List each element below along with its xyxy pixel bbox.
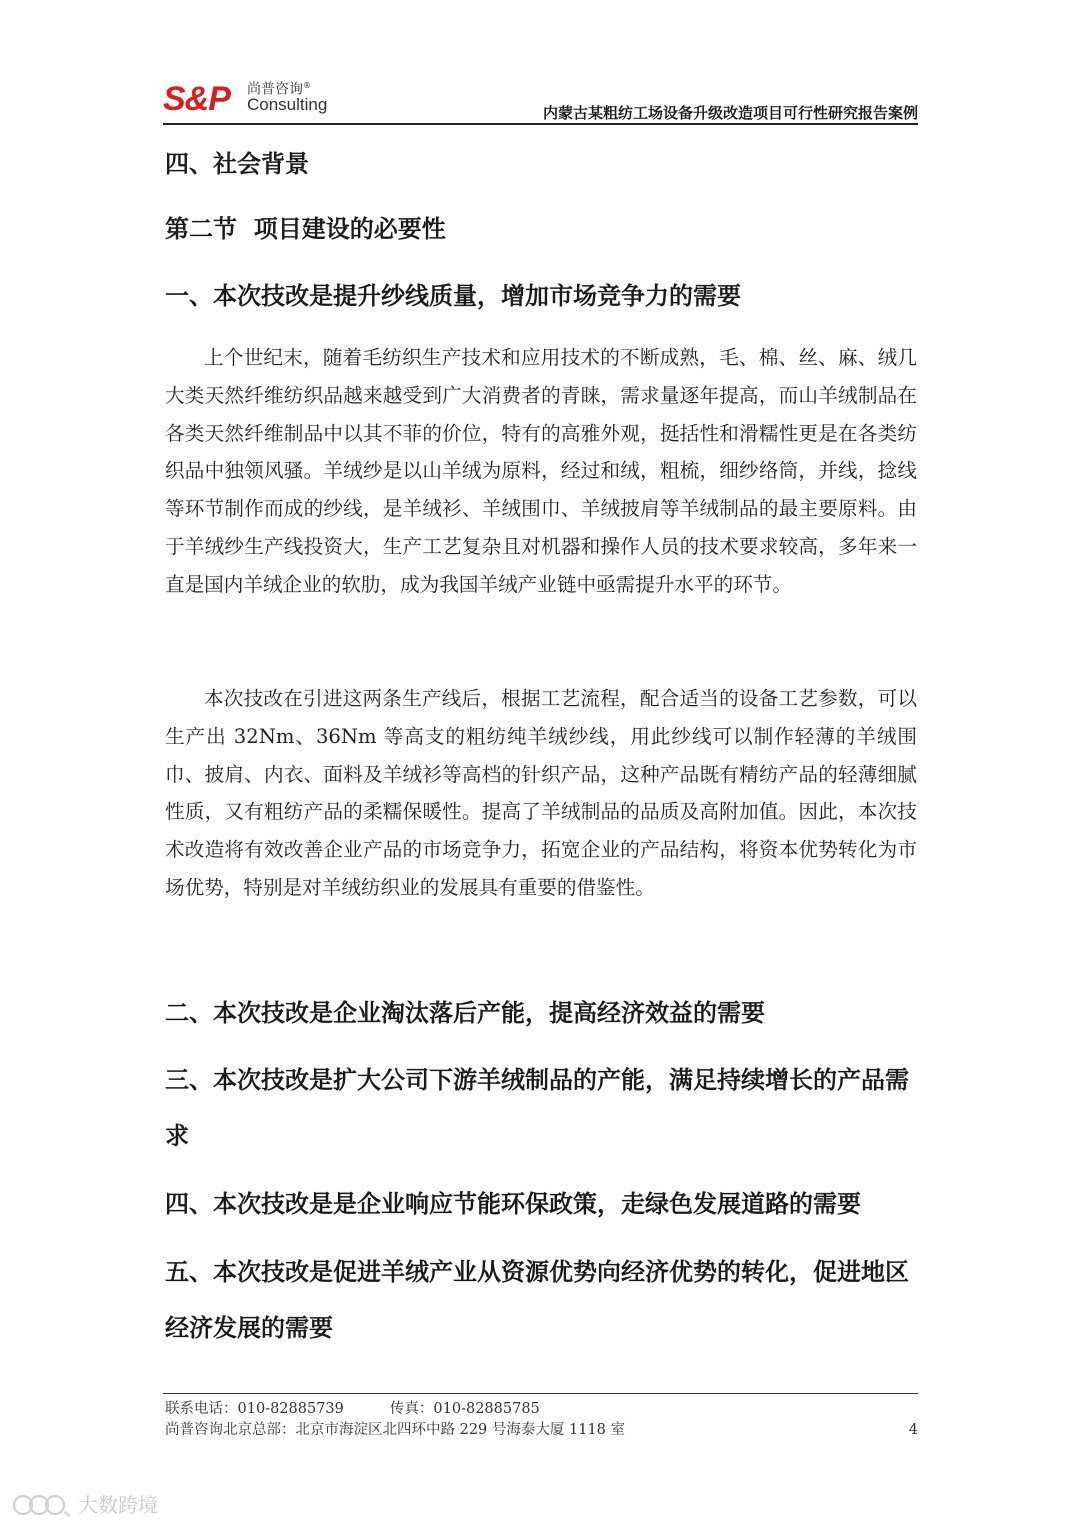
footer-contact (165, 1400, 540, 1418)
heading-section-necessity: 第二节 项目建设的必要性 (165, 215, 446, 243)
page-number: 4 (908, 1422, 918, 1438)
logo-mark: S&P (163, 80, 230, 118)
page-header (163, 72, 918, 124)
heading-point-two: 二、本次技改是企业淘汰落后产能，提高经济效益的需要 (165, 999, 765, 1027)
footer-address: 尚普咨询北京总部：北京市海淀区北四环中路 229 号海泰大厦 1118 室 (165, 1422, 626, 1438)
heading-point-four: 四、本次技改是是企业响应节能环保政策，走绿色发展道路的需要 (165, 1190, 861, 1218)
watermark-logo-icon (12, 1492, 72, 1518)
heading-social-background: 四、社会背景 (165, 150, 309, 178)
registered-mark: ® (303, 81, 311, 90)
heading-point-three: 三、本次技改是扩大公司下游羊绒制品的产能，满足持续增长的产品需求 (165, 1066, 909, 1150)
document-title: 内蒙古某粗纺工场设备升级改造项目可行性研究报告案例 (542, 104, 918, 122)
watermark-text: 大数跨境 (78, 1493, 158, 1517)
paragraph-two: 本次技改在引进这两条生产线后，根据工艺流程，配合适当的设备工艺参数，可以生产出 32Nm、36Nm 等高支的粗纺纯羊绒纱线，用此纱线可以制作轻薄的羊绒围巾、披肩、内衣、面料及羊绒衫等高档的针织产品，这种产品既有精纺产品的轻薄细腻性质，又有粗纺产品的柔糯保暖性。提高了羊绒制品的品质及高附加值。因此，本次技术改造将有效改善企业产品的市场竞争力，拓宽企业的产品结构，将资本优势转化为市场优势，特别是对羊绒纺织业的发展具有重要的借鉴性。 (165, 687, 917, 899)
paragraph-one: 上个世纪末，随着毛纺织生产技术和应用技术的不断成熟，毛、棉、丝、麻、绒几大类天然纤维纺织品越来越受到广大消费者的青睐，需求量逐年提高，而山羊绒制品在各类天然纤维制品中以其不菲的价位，特有的高雅外观，挺括性和滑糯性更是在各类纺织品中独领风骚。羊绒纱是以山羊绒为原料，经过和绒，粗梳，细纱络筒，并线，捻线等环节制作而成的纱线，是羊绒衫、羊绒围巾、羊绒披肩等羊绒制品的最主要原料。由于羊绒纱生产线投资大，生产工艺复杂且对机器和操作人员的技术要求较高，多年来一直是国内羊绒企业的软肋，成为我国羊绒产业链中亟需提升水平的环节。 (165, 346, 917, 596)
heading-point-five: 五、本次技改是促进羊绒产业从资源优势向经济优势的转化，促进地区经济发展的需要 (165, 1258, 909, 1342)
footer-divider (163, 1393, 918, 1394)
heading-point-one: 一、本次技改是提升纱线质量，增加市场竞争力的需要 (165, 282, 741, 310)
logo-chinese-name: 尚普咨询® (247, 81, 311, 98)
footer-fax: 传真：010-82885785 (389, 1401, 540, 1417)
header-divider (163, 123, 918, 125)
logo-english-name: Consulting (247, 95, 328, 114)
footer-phone: 联系电话：010-82885739 (165, 1401, 344, 1417)
